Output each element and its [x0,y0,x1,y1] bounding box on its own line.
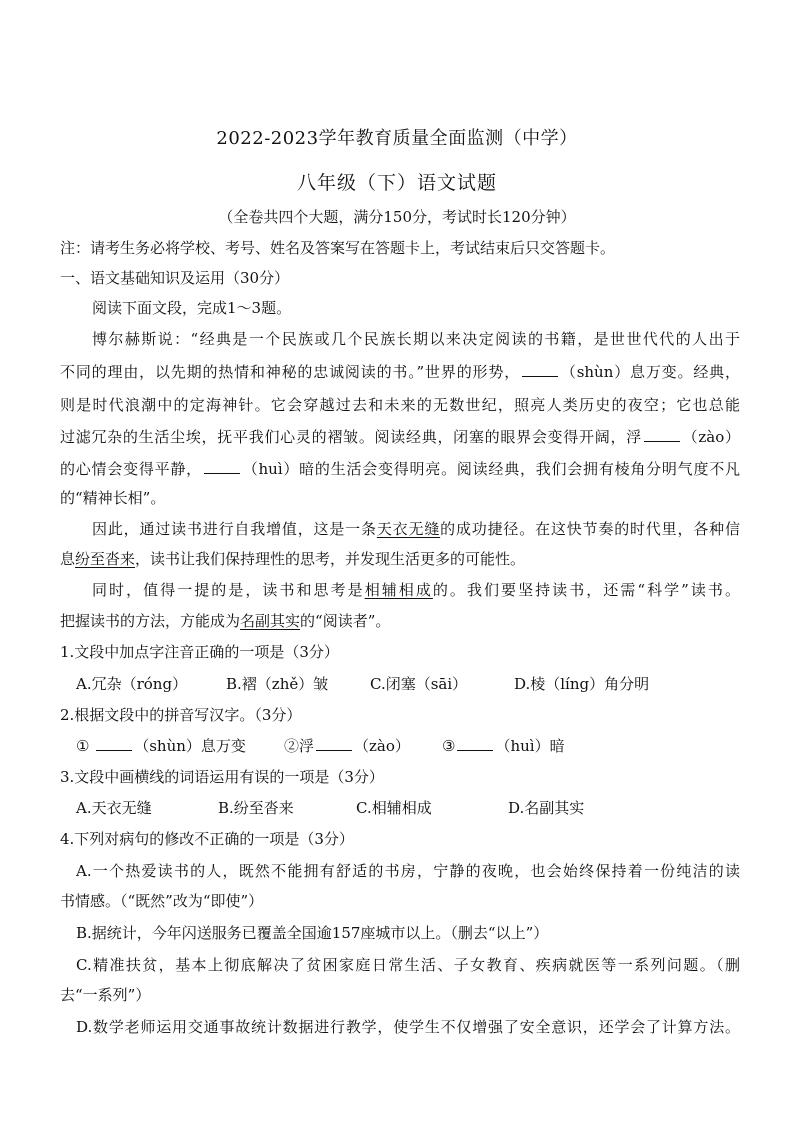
passage-text: 息 [60,550,76,568]
passage-text: 的心情会变得平静， [60,460,202,478]
passage-text: （zào） [681,428,740,446]
passage-text: 因此，通过读书进行自我增值，这是一条 [92,520,377,538]
exam-title: 2022-2023学年教育质量全面监测（中学） [216,128,578,149]
passage-text: 把握读书的方法，方能成为 [60,612,241,630]
passage-text: 的“阅读者”。 [300,612,391,630]
item-text: （huì）暗 [495,737,565,755]
item-1 [76,736,246,756]
passage-line: 博尔赫斯说：“经典是一个民族或几个民族长期以来决定阅读的书籍，是世世代代的人出于 [92,330,740,348]
passage-line [92,519,740,539]
passage-line [60,427,740,447]
option-b: B.褶（zhě）皱 [226,675,329,693]
passage-text: 不同的理由，以先期的热情和神秘的忠诚阅读的书。”世界的形势， [60,363,521,381]
passage-line [92,580,740,600]
exam-info: （全卷共四个大题，满分150分，考试时长120分钟） [218,208,576,226]
answer-blank [522,362,558,377]
option-a: A.天衣无缝 [76,799,152,817]
option-c-cont: 去“一系列”） [60,986,151,1004]
option-a-cont: 书情感。（“既然”改为“即使”） [60,892,264,910]
option-d: D.棱（líng）角分明 [514,675,650,693]
underlined-word: 纷至沓来 [75,550,136,568]
item-3 [442,736,565,756]
answer-blank [644,427,680,442]
question-4-stem: 4.下列对病句的修改不正确的一项是（3分） [60,830,354,848]
underlined-word: 名副其实 [240,612,301,630]
question-3-stem: 3.文段中画横线的词语运用有误的一项是（3分） [60,768,384,786]
section-heading: 一、语文基础知识及运用（30分） [60,269,290,287]
question-2-stem: 2.根据文段中的拼音写汉字。（3分） [60,706,302,724]
passage-text: 同时，值得一提的是，读书和思考是 [92,581,365,599]
answer-blank [96,736,132,751]
exam-subtitle: 八年级（下）语文试题 [296,172,497,194]
option-a: A.冗杂（róng） [76,675,188,693]
passage-line [60,549,750,569]
reading-intro: 阅读下面文段，完成1～3题。 [92,299,292,317]
passage-line [60,611,750,631]
option-c: C.精准扶贫，基本上彻底解决了贫困家庭日常生活、子女教育、疾病就医等一系列问题。（删 [76,956,740,974]
item-label: ① [76,737,90,755]
item-text: （zào） [354,737,410,755]
question-1-stem: 1.文段中加点字注音正确的一项是（3分） [60,643,339,661]
answer-blank [457,736,493,751]
option-c: C.相辅相成 [356,799,432,817]
item-label: ③ [442,737,456,755]
option-c: C.闭塞（sāi） [370,675,468,693]
passage-text: 的。我们要坚持读书，还需“科学”读书。 [432,581,740,599]
item-text: （shùn）息万变 [134,737,246,755]
option-d: D.数学老师运用交通事故统计数据进行教学，使学生不仅增强了安全意识，还学会了计算方法。 [76,1018,740,1036]
option-a: A.一个热爱读书的人，既然不能拥有舒适的书房，宁静的夜晚，也会始终保持着一份纯洁的读 [76,862,740,880]
passage-text: 过滤冗杂的生活尘埃，抚平我们心灵的褶皱。阅读经典，闭塞的眼界会变得开阔，浮 [60,428,642,446]
passage-line [60,459,740,479]
item-label: ②浮 [284,737,315,755]
option-d: D.名副其实 [508,799,585,817]
passage-line: 的“精神长相”。 [60,489,166,507]
answer-blank [316,736,352,751]
option-b: B.纷至沓来 [218,799,294,817]
notice: 注：请考生务必将学校、考号、姓名及答案写在答题卡上，考试结束后只交答题卡。 [60,239,616,257]
passage-text: （shùn）息万变。经典， [560,363,740,381]
underlined-word: 天衣无缝 [376,520,441,538]
underlined-word: 相辅相成 [364,581,433,599]
passage-line [60,362,740,382]
passage-text: 的成功捷径。在这快节奏的时代里，各种信 [440,520,740,538]
item-2 [284,736,410,756]
option-b: B.据统计，今年闪送服务已覆盖全国逾157座城市以上。（删去“以上”） [76,924,549,942]
answer-blank [204,459,240,474]
passage-text: （huì）暗的生活会变得明亮。阅读经典，我们会拥有棱角分明气度不凡 [241,460,740,478]
passage-line: 则是时代浪潮中的定海神针。它会穿越过去和未来的无数世纪，照亮人类历史的夜空；它也总能 [60,396,740,414]
passage-text: ，读书让我们保持理性的思考，并发现生活更多的可能性。 [135,550,526,568]
